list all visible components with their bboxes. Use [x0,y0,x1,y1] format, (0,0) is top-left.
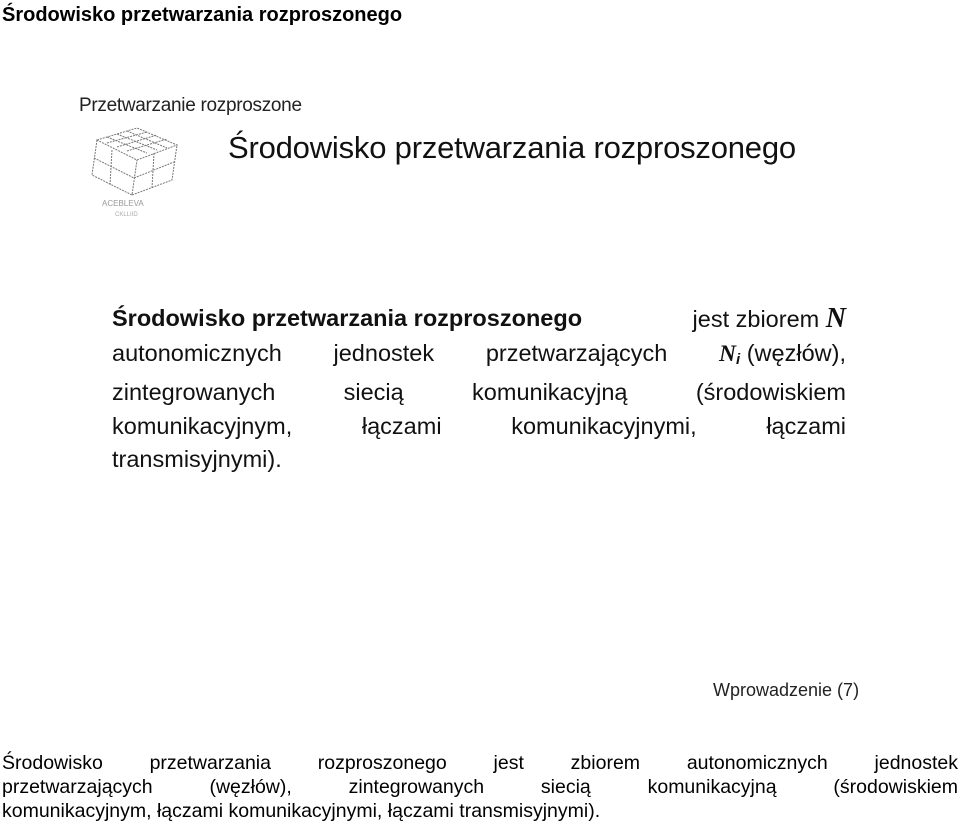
slide-body [112,302,846,477]
slide-body-line-5: transmisyjnymi). [112,446,282,472]
slide-body-line-3: zintegrowanych siecią komunikacyjną (środowiskiem [112,379,846,405]
logo-text-2: CKLLIID [115,212,138,218]
caption-line-1: Środowisko przetwarzania rozproszonego jest zbiorem autonomicznych jednostek [2,752,958,774]
logo-text-1: ACEBLEVA [102,199,144,208]
slide-footer: Wprowadzenie (7) [713,680,860,700]
slide-body-line-1: Środowisko przetwarzania rozproszonego jest zbiorem N [112,303,846,334]
caption [2,751,958,823]
page-heading: Środowisko przetwarzania rozproszonego [2,4,403,26]
slide [0,40,960,730]
slide-title: Środowisko przetwarzania rozproszonego [228,130,796,165]
slide-body-line-4: komunikacyjnym, łączami komunikacyjnymi, łączami [112,412,846,439]
caption-line-2: przetwarzających (węzłów), zintegrowanych siecią komunikacyjną (środowiskiem [2,776,958,798]
logo [82,120,182,220]
slide-header-label: Przetwarzanie rozproszone [79,95,302,116]
caption-line-3: komunikacyjnym, łączami komunikacyjnymi, łączami transmisyjnymi). [2,800,601,822]
grid-logo-icon [82,120,182,220]
slide-body-line-2: autonomicznych jednostek przetwarzających $N_i$ (węzłów), [112,339,846,368]
